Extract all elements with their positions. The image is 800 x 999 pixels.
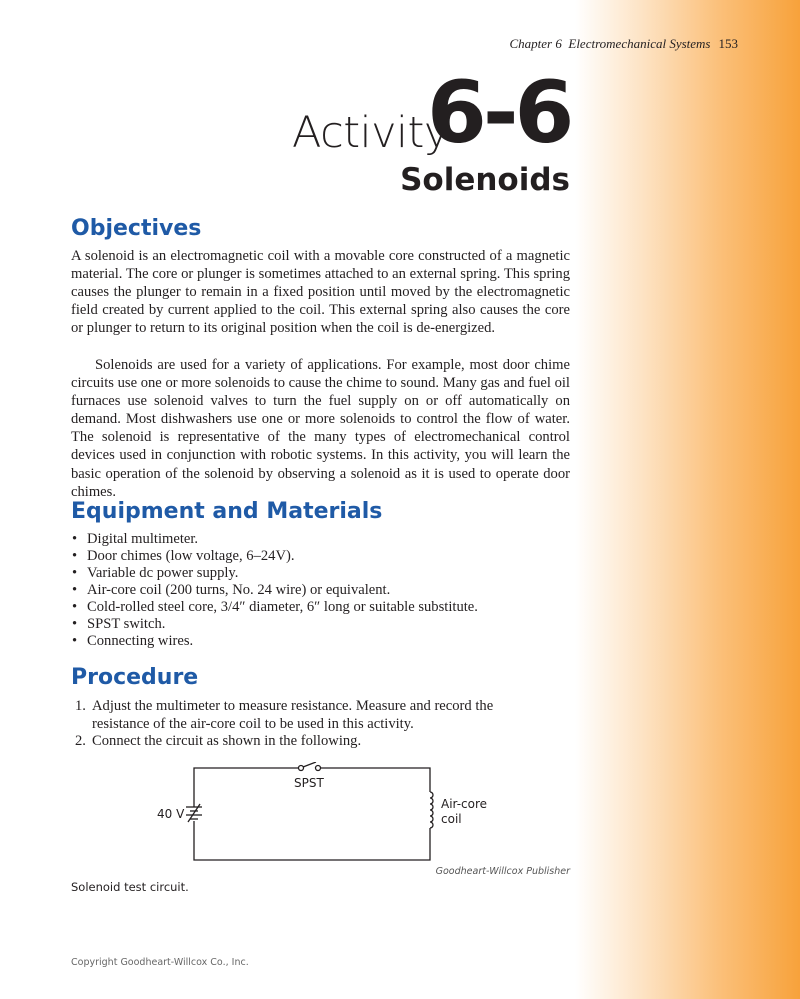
step-text: Connect the circuit as shown in the following. [92,733,362,750]
procedure-list [71,698,541,751]
equipment-item: • Connecting wires. [71,633,478,650]
wire-bottom [194,821,430,860]
coil-winding [430,792,433,828]
procedure-step [71,733,541,751]
switch-contact-right [316,766,321,771]
step-number: 1. [75,698,86,714]
activity-number: 6-6 [427,63,571,163]
equipment-item: • Door chimes (low voltage, 6–24V). [71,548,478,565]
switch-contact-left [299,766,304,771]
coil-label-line2: coil [441,812,462,826]
running-head [380,36,738,52]
objectives-paragraph-1: A solenoid is an electromagnetic coil with a movable core constructed of a magnetic material. The core or plunger is sometimes attached to an external spring. This spring causes the plunger to remain in a fixed position until moved by the electromagnetic field created by current applied to the coil. This external spring also causes the core or plunger to return to its original position when the coil is de-energized. [71,248,570,337]
equipment-item: • Variable dc power supply. [71,565,478,582]
switch-blade [303,762,316,767]
objectives-paragraph-2: Solenoids are used for a variety of applications. For example, most door chime circuits use one or more solenoids to cause the chime to sound. Many gas and fuel oil furnaces use solenoid valves to turn the fuel supply on or off automatically on demand. Most dishwashers use one or more solenoids to control the flow of water. The solenoid is representative of the many types of electromechanical control devices used in conjunction with robotic systems. In this activity, you will learn the basic operation of the solenoid by observing a solenoid as it is used to operate door chimes. [71,357,570,500]
page-number: 153 [718,36,738,51]
chapter-label: Chapter 6 [509,36,562,51]
section-label: Electromechanical Systems [568,36,711,51]
source-label: 40 V [157,807,185,821]
activity-title: Solenoids [400,162,570,198]
procedure-heading: Procedure [71,665,199,690]
coil-label-line1: Air-core [441,797,488,811]
switch-label: SPST [294,776,324,790]
step-text: Adjust the multimeter to measure resistance. Measure and record the resistance of the air-core coil to be used in this activity. [92,698,494,732]
equipment-item: • Digital multimeter. [71,531,478,548]
copyright-notice: Copyright Goodheart-Willcox Co., Inc. [71,957,249,968]
objectives-heading: Objectives [71,216,202,241]
side-color-band [575,0,800,999]
equipment-heading: Equipment and Materials [71,499,383,524]
solenoid-circuit-diagram [150,762,510,864]
wire-top-right [320,768,430,792]
wire-top-left [194,768,298,807]
activity-word: Activity [292,108,449,158]
equipment-item: • Air-core coil (200 turns, No. 24 wire) or equivalent. [71,582,478,599]
equipment-item: • Cold-rolled steel core, 3/4″ diameter, 6″ long or suitable substitute. [71,599,478,616]
figure-credit: Goodheart-Willcox Publisher [435,866,570,877]
equipment-list [71,531,478,650]
figure-caption: Solenoid test circuit. [71,880,189,894]
step-number: 2. [75,733,86,750]
equipment-item: • SPST switch. [71,616,478,633]
procedure-step [71,698,541,733]
